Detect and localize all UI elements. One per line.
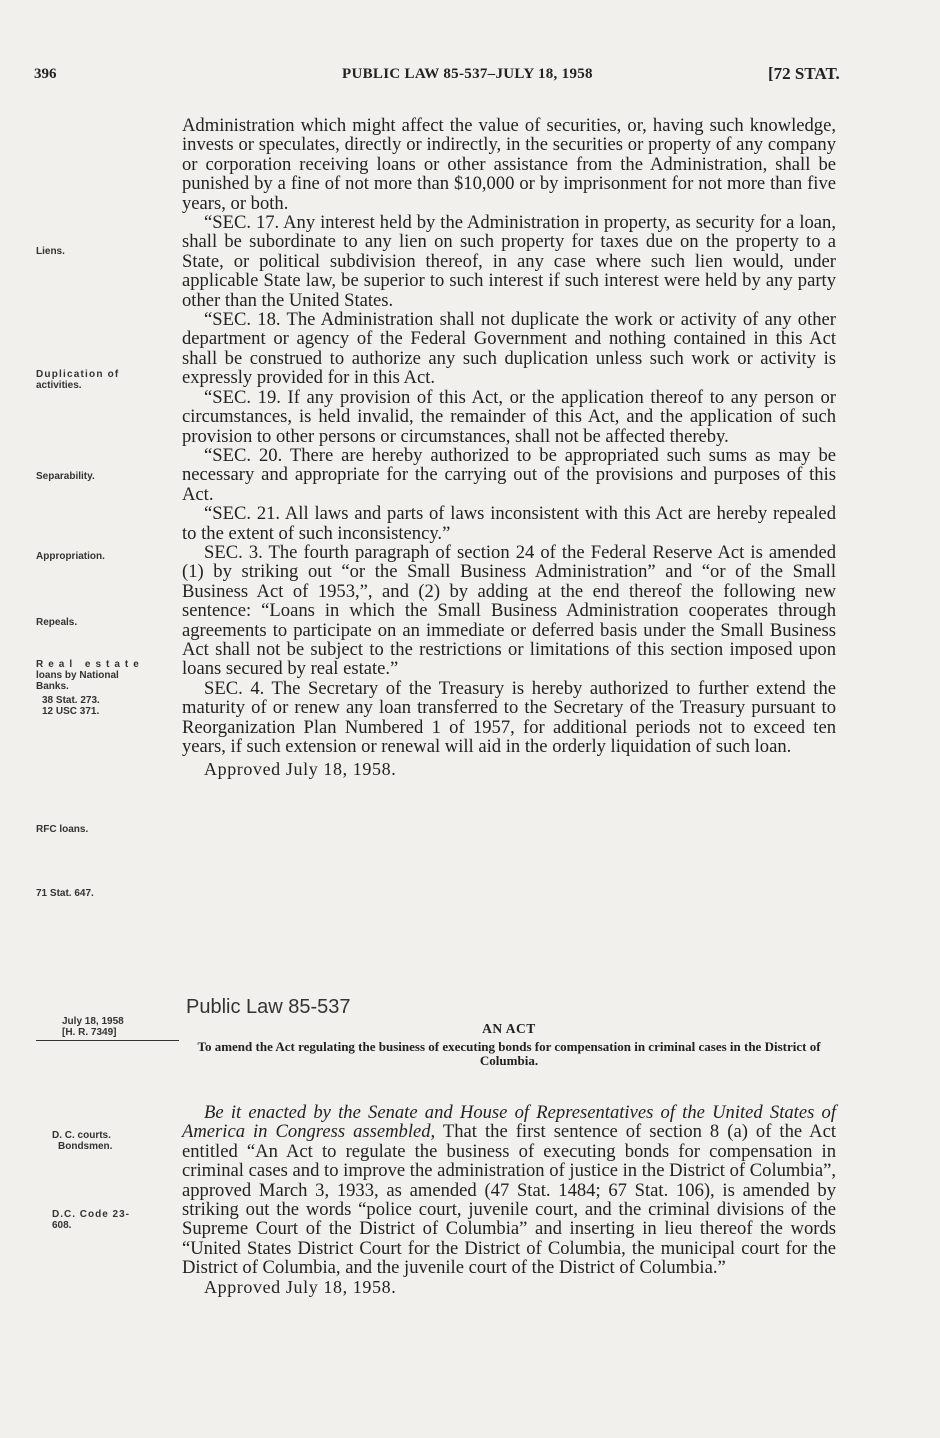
- margin-note-liens: Liens.: [36, 246, 65, 257]
- section-17: “SEC. 17. Any interest held by the Administration in property, as security for a loan, shall be subordinate to any lien on such property for taxes due on the property to a State, or political subdivision thereof, in any case where such lien would, under applicable State law, be superior to such interest if such interest were held by any party other than the United States.: [182, 212, 836, 311]
- margin-note-dc-courts-line-2: Bondsmen.: [58, 1141, 113, 1152]
- margin-note-usc-371: 12 USC 371.: [42, 706, 100, 717]
- section-3: SEC. 3. The fourth paragraph of section 24 of the Federal Reserve Act is amended (1) by striking out “or the Small Business Administration” and “or of the Small Business Act of 1953,”, and (2) by adding at the end thereof the following new sentence: “Loans in which the Small Business Administration cooperates through agreements to participate on an immediate or deferred basis under the Small Business Act shall not be subject to the restrictions or limitations of this section imposed upon loans secured by real estate.”: [182, 541, 836, 680]
- approved-date-1: Approved July 18, 1958.: [204, 759, 397, 780]
- paragraph-continuation: Administration which might affect the value of securities, or, having such knowledge, invests or speculates, directly or indirectly, in the securities or property of any company or corporation receiving loans or other assistance from the Administration, shall be punished by a fine of not more than $10,000 or by imprisonment for not more than five years, or both.: [182, 115, 836, 214]
- section-21: “SEC. 21. All laws and parts of laws inconsistent with this Act are hereby repealed to the extent of such inconsistency.”: [182, 503, 836, 544]
- margin-note-dc-code-line-1: D.C. Code 23-: [52, 1209, 131, 1220]
- enacting-clause-text: That the first sentence of section 8 (a) of the Act entitled “An Act to regulate the business of executing bonds for compensation in criminal cases and to improve the administration of justice in the District of Columbia”, approved March 3, 1933, as amended (47 Stat. 1484; 67 Stat. 106), is amended by striking out the words “police court, juvenile court, and the criminal divisions of the Supreme Court of the District of Columbia” and inserting in lieu thereof the words “United States District Court for the District of Columbia, the municipal court for the District of Columbia, and the juvenile court of the District of Columbia.”: [182, 1121, 836, 1279]
- margin-note-appropriation: Appropriation.: [36, 551, 105, 562]
- margin-note-duplication-line-2: activities.: [36, 380, 82, 391]
- margin-note-dc-courts: [36, 1130, 192, 1152]
- margin-note-stat-647: 71 Stat. 647.: [36, 888, 94, 899]
- margin-note-bill-date: July 18, 1958: [62, 1016, 124, 1027]
- statute-volume: [72 STAT.: [768, 64, 840, 83]
- margin-rule: [36, 1040, 179, 1041]
- enacting-clause: [182, 1103, 836, 1278]
- margin-note-bill: [36, 1016, 202, 1038]
- section-18: “SEC. 18. The Administration shall not duplicate the work or activity of any other department or agency of the Federal Government and nothing contained in this Act shall be construed to authorize any such duplication unless such work or activity is expressly provided for in this Act.: [182, 309, 836, 389]
- act-description: To amend the Act regulating the business of executing bonds for compensation in criminal cases in the District of Columbia.: [197, 1039, 821, 1068]
- margin-note-real-estate: [36, 659, 176, 692]
- page-number: 396: [34, 66, 57, 82]
- section-4: SEC. 4. The Secretary of the Treasury is hereby authorized to further extend the maturity of or renew any loan transferred to the Secretary of the Treasury pursuant to Reorganization Plan Numbered 1 of 1957, for additional periods not to exceed ten years, if such extension or renewal will aid in the orderly liquidation of such loan.: [182, 677, 836, 757]
- an-act-heading: AN ACT: [482, 1021, 536, 1036]
- margin-note-dc-courts-line-1: D. C. courts.: [52, 1130, 111, 1141]
- margin-note-duplication: [36, 369, 176, 391]
- public-law-title: Public Law 85-537: [186, 996, 351, 1018]
- section-20: “SEC. 20. There are hereby authorized to be appropriated such sums as may be necessary and appropriate for the carrying out of the provisions and purposes of this Act.: [182, 444, 836, 505]
- margin-note-duplication-line-1: Duplication of: [36, 369, 120, 380]
- margin-note-separability: Separability.: [36, 471, 95, 482]
- margin-note-dc-code: [36, 1209, 192, 1231]
- margin-note-repeals: Repeals.: [36, 617, 78, 628]
- margin-note-bill-number: [H. R. 7349]: [62, 1027, 117, 1038]
- approved-date-2: Approved July 18, 1958.: [204, 1276, 397, 1297]
- body-bottom: [182, 1103, 836, 1297]
- running-head: [30, 66, 910, 90]
- margin-note-rfc-loans: RFC loans.: [36, 824, 89, 835]
- running-head-title: PUBLIC LAW 85-537–JULY 18, 1958: [342, 66, 593, 82]
- section-19: “SEC. 19. If any provision of this Act, or the application thereof to any person or circumstances, is held invalid, the remainder of this Act, and the application of such provision to other persons or circumstances, shall not be affected thereby.: [182, 386, 836, 447]
- margin-note-dc-code-line-2: 608.: [52, 1220, 72, 1231]
- enacting-clause-italic: Be it enacted by the Senate and House of Representatives of the United States of America in Congress assembled,: [182, 1102, 836, 1143]
- margin-note-real-estate-line-2: loans by National: [36, 670, 119, 681]
- margin-note-real-estate-line-3: Banks.: [36, 681, 69, 692]
- body-top: [182, 116, 836, 780]
- margin-note-stat-273: 38 Stat. 273.: [42, 695, 100, 706]
- margin-note-citations: [36, 695, 176, 717]
- margin-note-real-estate-line-1: Real estate: [36, 659, 144, 670]
